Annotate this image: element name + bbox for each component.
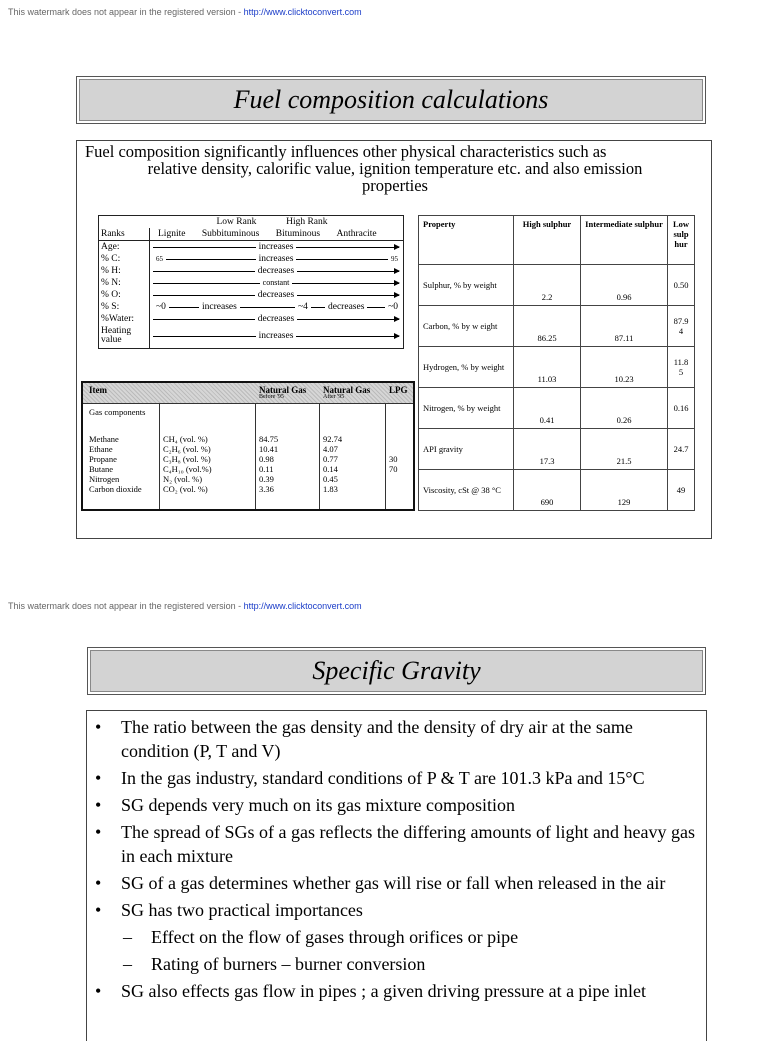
gas-cell-formula: CO₂ (vol. %) — [163, 484, 208, 494]
property-value: 0.16 — [668, 388, 695, 429]
intro-paragraph — [85, 143, 705, 194]
property-row — [419, 470, 695, 511]
property-name: Viscosity, cSt @ 38 °C — [419, 470, 514, 511]
rank-row-water: %Water: decreases — [99, 313, 403, 325]
property-value: 690 — [514, 470, 581, 511]
property-name: Carbon, % by w eight — [419, 306, 514, 347]
watermark-text: This watermark does not appear in the registered version - — [8, 601, 244, 611]
gas-cell-name: Carbon dioxide — [89, 484, 142, 494]
property-row — [419, 306, 695, 347]
gas-cell-name: Propane — [89, 454, 117, 464]
property-value: 49 — [668, 470, 695, 511]
property-value: 87.9 4 — [668, 306, 695, 347]
gas-cell-name: Methane — [89, 434, 119, 444]
bullet-item: • SG of a gas determines whether gas will rise or fall when released in the air — [95, 871, 695, 895]
gas-cell-before: 0.98 — [259, 454, 274, 464]
bullet-item: • SG has two practical importances — [95, 898, 695, 922]
gas-cell-formula: N₂ (vol. %) — [163, 474, 203, 484]
gas-cell-formula: C₂H₆ (vol. %) — [163, 444, 211, 454]
rank-row-carbon: % C: 65 increases 95 — [99, 253, 403, 265]
property-value: 86.25 — [514, 306, 581, 347]
rank-subbituminous: Subbituminous — [199, 229, 263, 239]
property-name: API gravity — [419, 429, 514, 470]
specific-gravity-bullets — [95, 715, 695, 1006]
property-table-header: Property High sulphur Intermediate sulphur Low sulp hur — [419, 216, 695, 265]
gas-cell-formula: C₃H₈ (vol. %) — [163, 454, 211, 464]
property-value: 24.7 — [668, 429, 695, 470]
oil-property-table — [418, 215, 695, 511]
slide-content-specific-gravity — [86, 710, 707, 1041]
property-value: 0.41 — [514, 388, 581, 429]
property-name: Nitrogen, % by weight — [419, 388, 514, 429]
rank-anthracite: Anthracite — [333, 229, 379, 239]
property-value: 10.23 — [581, 347, 668, 388]
bullet-item: • SG depends very much on its gas mixture composition — [95, 793, 695, 817]
gas-cell-after: 92.74 — [323, 434, 343, 444]
gas-cell-after: 0.45 — [323, 474, 338, 484]
property-table-body — [419, 265, 695, 511]
property-value: 129 — [581, 470, 668, 511]
bullet-item: • In the gas industry, standard conditions of P & T are 101.3 kPa and 15°C — [95, 766, 695, 790]
gas-cell-formula: C₄H₁₀ (vol.%) — [163, 464, 212, 474]
gas-composition-table — [81, 381, 415, 511]
sub-bullet-item: – Effect on the flow of gases through orifices or pipe — [95, 925, 695, 949]
high-rank-label: High Rank — [283, 217, 330, 227]
bullet-item: • The spread of SGs of a gas reflects the differing amounts of light and heavy gas in each mixture — [95, 820, 695, 868]
bullet-item: • The ratio between the gas density and the density of dry air at the same condition (P, T and V) — [95, 715, 695, 763]
rank-row-nitrogen: % N: constant — [99, 277, 403, 289]
gas-components-label: Gas components — [89, 407, 146, 417]
intro-line-2: relative density, calorific value, ignition temperature etc. and also emission — [147, 159, 643, 178]
gas-cell-after: 0.77 — [323, 454, 338, 464]
watermark-notice — [8, 7, 362, 17]
property-name: Hydrogen, % by weight — [419, 347, 514, 388]
watermark-notice-2 — [8, 601, 362, 611]
low-rank-label: Low Rank — [213, 217, 259, 227]
rank-row-oxygen: % O: decreases — [99, 289, 403, 301]
watermark-link[interactable]: http://www.clicktoconvert.com — [243, 7, 362, 17]
rank-row-heating-value: Heating value increases — [99, 326, 403, 346]
property-value: 21.5 — [581, 429, 668, 470]
property-row — [419, 265, 695, 306]
ranks-row — [99, 228, 403, 241]
gas-cell-name: Nitrogen — [89, 474, 120, 484]
gas-cell-after: 1.83 — [323, 484, 338, 494]
property-row — [419, 429, 695, 470]
ranks-label: Ranks — [101, 229, 125, 239]
slide-title-text: Specific Gravity — [312, 656, 481, 685]
gas-cell-lpg: 30 — [389, 454, 398, 464]
property-value: 2.2 — [514, 265, 581, 306]
intro-line-1: Fuel composition significantly influences other physical characteristics such as — [85, 142, 607, 161]
slide-title-fuel-composition — [76, 76, 706, 124]
slide-content-fuel — [76, 140, 712, 539]
property-row — [419, 347, 695, 388]
property-value: 0.96 — [581, 265, 668, 306]
gas-cell-before: 84.75 — [259, 434, 279, 444]
gas-cell-name: Ethane — [89, 444, 113, 454]
intro-line-3: properties — [362, 176, 428, 195]
property-value: 87.11 — [581, 306, 668, 347]
property-name: Sulphur, % by weight — [419, 265, 514, 306]
gas-cell-before: 0.11 — [259, 464, 274, 474]
gas-cell-before: 10.41 — [259, 444, 279, 454]
gas-cell-before: 0.39 — [259, 474, 274, 484]
property-value: 0.50 — [668, 265, 695, 306]
gas-cell-name: Butane — [89, 464, 114, 474]
watermark-text: This watermark does not appear in the registered version - — [8, 7, 244, 17]
rank-lignite: Lignite — [155, 229, 188, 239]
property-value: 17.3 — [514, 429, 581, 470]
property-value: 0.26 — [581, 388, 668, 429]
gas-cell-after: 4.07 — [323, 444, 338, 454]
coal-rank-diagram — [98, 215, 404, 349]
watermark-link[interactable]: http://www.clicktoconvert.com — [243, 601, 362, 611]
sub-bullet-item: – Rating of burners – burner conversion — [95, 952, 695, 976]
rank-bituminous: Bituminous — [273, 229, 323, 239]
property-value: 11.03 — [514, 347, 581, 388]
slide-title-text: Fuel composition calculations — [233, 85, 549, 114]
rank-row-hydrogen: % H: decreases — [99, 265, 403, 277]
gas-cell-before: 3.36 — [259, 484, 274, 494]
slide-title-specific-gravity — [87, 647, 706, 695]
bullet-item: • SG also effects gas flow in pipes ; a given driving pressure at a pipe inlet — [95, 979, 695, 1003]
rank-row-age: Age: increases — [99, 241, 403, 253]
gas-cell-lpg: 70 — [389, 464, 398, 474]
rank-row-sulphur: % S: ~0 increases ~4 decreases ~0 — [99, 301, 403, 313]
gas-cell-formula: CH₄ (vol. %) — [163, 434, 208, 444]
rank-header-row — [99, 216, 403, 228]
property-row — [419, 388, 695, 429]
gas-cell-after: 0.14 — [323, 464, 338, 474]
gas-table-header: Item Natural Gas Before '95 Natural Gas After '95 LPG — [83, 383, 413, 404]
property-value: 11.8 5 — [668, 347, 695, 388]
